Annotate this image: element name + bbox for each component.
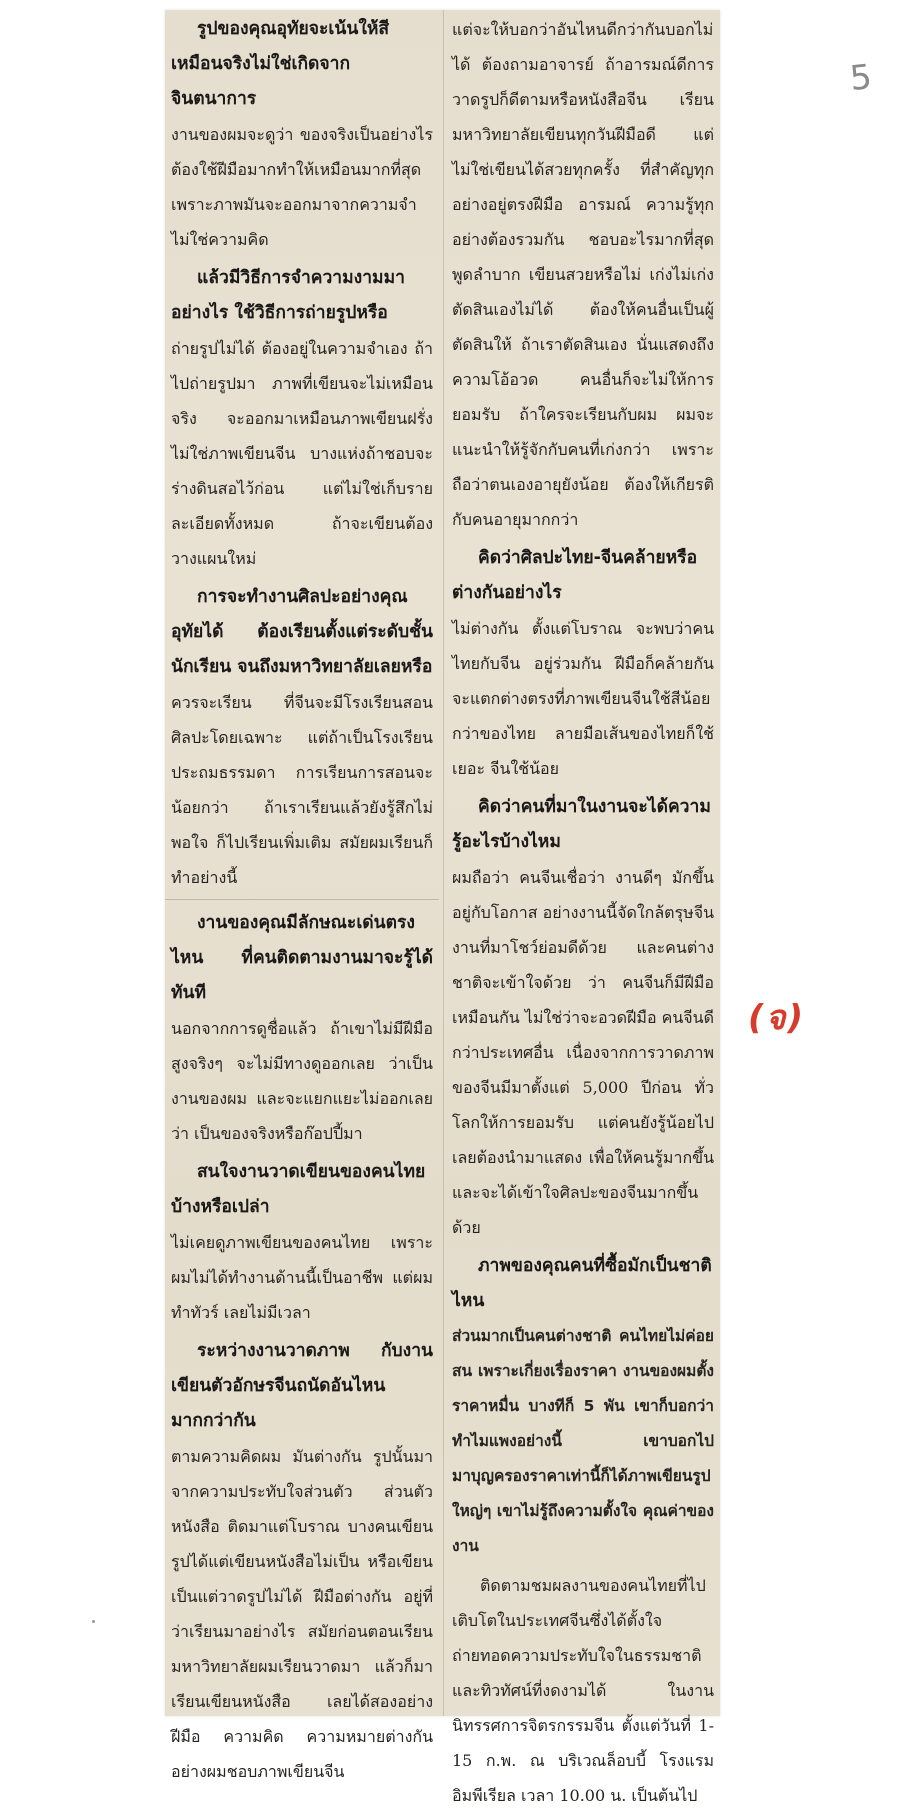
answer-paragraph: งานของผมจะดูว่า ของจริงเป็นอย่างไร ต้องใช้ฝีมือมากทำให้เหมือนมากที่สุด เพราะภาพมันจะออกมาจากความจำไม่ใช่ความคิด — [171, 125, 433, 249]
question-heading: งานของคุณมีลักษณะเด่นตรงไหน ที่คนติดตามงานมาจะรู้ได้ทันที — [171, 913, 433, 1003]
newspaper-clipping — [165, 10, 720, 1805]
answer-paragraph: แต่จะให้บอกว่าอันไหนดีกว่ากันบอกไม่ได้ ต้องถามอาจารย์ ถ้าอารมณ์ดีการวาดรูปก็ดีตามหรือหนังสือจีน เรียนมหาวิทยาลัยเขียนทุกวันฝีมือดี แต่ไม่ใช่เขียนได้สวยทุกครั้ง ที่สำคัญทุกอย่างอยู่ตรงฝีมือ อารมณ์ ความรู้ทุกอย่างต้องรวมกัน ชอบอะไรมากที่สุดพูดลำบาก เขียนสวยหรือไม่ เก่งไม่เก่ง ตัดสินเองไม่ได้ ต้องให้คนอื่นเป็นผู้ตัดสินให้ ถ้าเราตัดสินเอง นั่นแสดงถึงความโอ้อวด คนอื่นก็จะไม่ให้การยอมรับ ถ้าใครจะเรียนกับผม ผมจะแนะนำให้รู้จักกับคนที่เก่งกว่า เพราะถือว่าตนเองอายุยังน้อย ต้องให้เกียรติกับคนอายุมากกว่า — [452, 20, 714, 529]
page-number: 5 — [847, 56, 874, 100]
question-heading: ภาพของคุณคนที่ซื้อมักเป็นชาติไหน — [452, 1256, 712, 1311]
question-heading: การจะทำงานศิลปะอย่างคุณอุทัยได้ ต้องเรียนตั้งแต่ระดับชั้นนักเรียน จนถึงมหาวิทยาลัยเลยหรือ — [171, 587, 433, 677]
right-column — [452, 12, 714, 1805]
question-heading: คิดว่าศิลปะไทย-จีนคล้ายหรือต่างกันอย่างไร — [452, 548, 698, 603]
red-handwritten-mark: (จ) — [748, 998, 805, 1038]
closing-paragraph: ติดตามชมผลงานของคนไทยที่ไปเติบโตในประเทศจีนซึ่งได้ตั้งใจถ่ายทอดความประทับใจในธรรมชาติ และทิวทัศน์ที่งดงามได้ ในงานนิทรรศการจิตรกรรมจีน ตั้งแต่วันที่ 1-15 ก.พ. ณ บริเวณล็อบบี้ โรงแรมอิมพีเรียล เวลา 10.00 น. เป็นต้นไป — [452, 1576, 714, 1805]
column-divider — [443, 10, 444, 1716]
answer-paragraph: ผมถือว่า คนจีนเชื่อว่า งานดีๆ มักขึ้นอยู่กับโอกาส อย่างงานนี้จัดใกล้ตรุษจีน งานที่มาโชว์ย่อมดีด้วย และคนต่างชาติจะเข้าใจด้วย ว่า คนจีนก็มีฝีมือเหมือนกัน ไม่ใช่ว่าจะอวดฝีมือ คนจีนดีกว่าประเทศอื่น เนื่องจากการวาดภาพของจีนมีมาตั้งแต่ 5,000 ปีก่อน ทั่วโลกให้การยอมรับ แต่คนยังรู้น้อยไป เลยต้องนำมาแสดง เพื่อให้คนรู้มากขึ้นและจะได้เข้าใจศิลปะของจีนมากขึ้นด้วย — [452, 868, 714, 1237]
left-column — [171, 12, 433, 1781]
question-heading: คิดว่าคนที่มาในงานจะได้ความรู้อะไรบ้างไหม — [452, 797, 711, 852]
question-heading: สนใจงานวาดเขียนของคนไทยบ้างหรือเปล่า — [171, 1162, 426, 1217]
answer-paragraph: ควรจะเรียน ที่จีนจะมีโรงเรียนสอนศิลปะโดยเฉพาะ แต่ถ้าเป็นโรงเรียนประถมธรรมดา การเรียนการสอนจะน้อยกว่า ถ้าเราเรียนแล้วยังรู้สึกไม่พอใจ ก็ไปเรียนเพิ่มเติม สมัยผมเรียนก็ทำอย่างนี้ — [171, 693, 433, 887]
answer-paragraph: ไม่ต่างกัน ตั้งแต่โบราณ จะพบว่าคนไทยกับจีน อยู่ร่วมกัน ฝีมือก็คล้ายกัน จะแตกต่างตรงที่ภาพเขียนจีนใช้สีน้อยกว่าของไทย ลายมือเส้นของไทยก็ใช้เยอะ จีนใช้น้อย — [452, 619, 714, 778]
answer-paragraph-bold: ส่วนมากเป็นคนต่างชาติ คนไทยไม่ค่อยสน เพราะเกี่ยงเรื่องราคา งานของผมตั้งราคาหมื่น บางทีก็ 5 พัน เขาก็บอกว่าทำไมแพงอย่างนี้ เขาบอกไปมาบุญครองราคาเท่านี้ก็ได้ภาพเขียนรูปใหญ่ๆ เขาไม่รู้ถึงความตั้งใจ คุณค่าของงาน — [452, 1327, 714, 1555]
answer-paragraph: ถ่ายรูปไม่ได้ ต้องอยู่ในความจำเอง ถ้าไปถ่ายรูปมา ภาพที่เขียนจะไม่เหมือนจริง จะออกมาเหมือนภาพเขียนฝรั่งไม่ใช่ภาพเขียนจีน บางแห่งถ้าชอบจะร่างดินสอไว้ก่อน แต่ไม่ใช่เก็บรายละเอียดทั้งหมด ถ้าจะเขียนต้องวางแผนใหม่ — [171, 339, 433, 568]
answer-paragraph: ไม่เคยดูภาพเขียนของคนไทย เพราะผมไม่ได้ทำงานด้านนี้เป็นอาชีพ แต่ผมทำทัวร์ เลยไม่มีเวลา — [171, 1233, 433, 1322]
question-heading: รูปของคุณอุทัยจะเน้นให้สีเหมือนจริงไม่ใช่เกิดจากจินตนาการ — [171, 19, 390, 109]
answer-paragraph: ตามความคิดผม มันต่างกัน รูปนั้นมาจากความประทับใจส่วนตัว ส่วนตัวหนังสือ ติดมาแต่โบราณ บางคนเขียนรูปได้แต่เขียนหนังสือไม่เป็น หรือเขียนเป็นแต่วาดรูปไม่ได้ ฝีมือต่างกัน อยู่ที่ว่าเรียนมาอย่างไร สมัยก่อนตอนเรียนมหาวิทยาลัยผมเรียนวาดมา แล้วก็มาเรียนเขียนหนังสือ เลยได้สองอย่าง ฝีมือ ความคิด ความหมายต่างกัน อย่างผมชอบภาพเขียนจีน — [171, 1447, 433, 1781]
answer-paragraph: นอกจากการดูชื่อแล้ว ถ้าเขาไม่มีฝีมือสูงจริงๆ จะไม่มีทางดูออกเลย ว่าเป็นงานของผม และจะแยกแยะไม่ออกเลยว่า เป็นของจริงหรือก๊อปปี้มา — [171, 1019, 433, 1143]
section-rule — [165, 899, 439, 900]
question-heading: แล้วมีวิธีการจำความงามมาอย่างไร ใช้วิธีการถ่ายรูปหรือ — [171, 268, 405, 323]
question-heading: ระหว่างงานวาดภาพ กับงานเขียนตัวอักษรจีนถนัดอันไหนมากกว่ากัน — [171, 1341, 433, 1431]
scan-speck — [92, 1620, 95, 1623]
